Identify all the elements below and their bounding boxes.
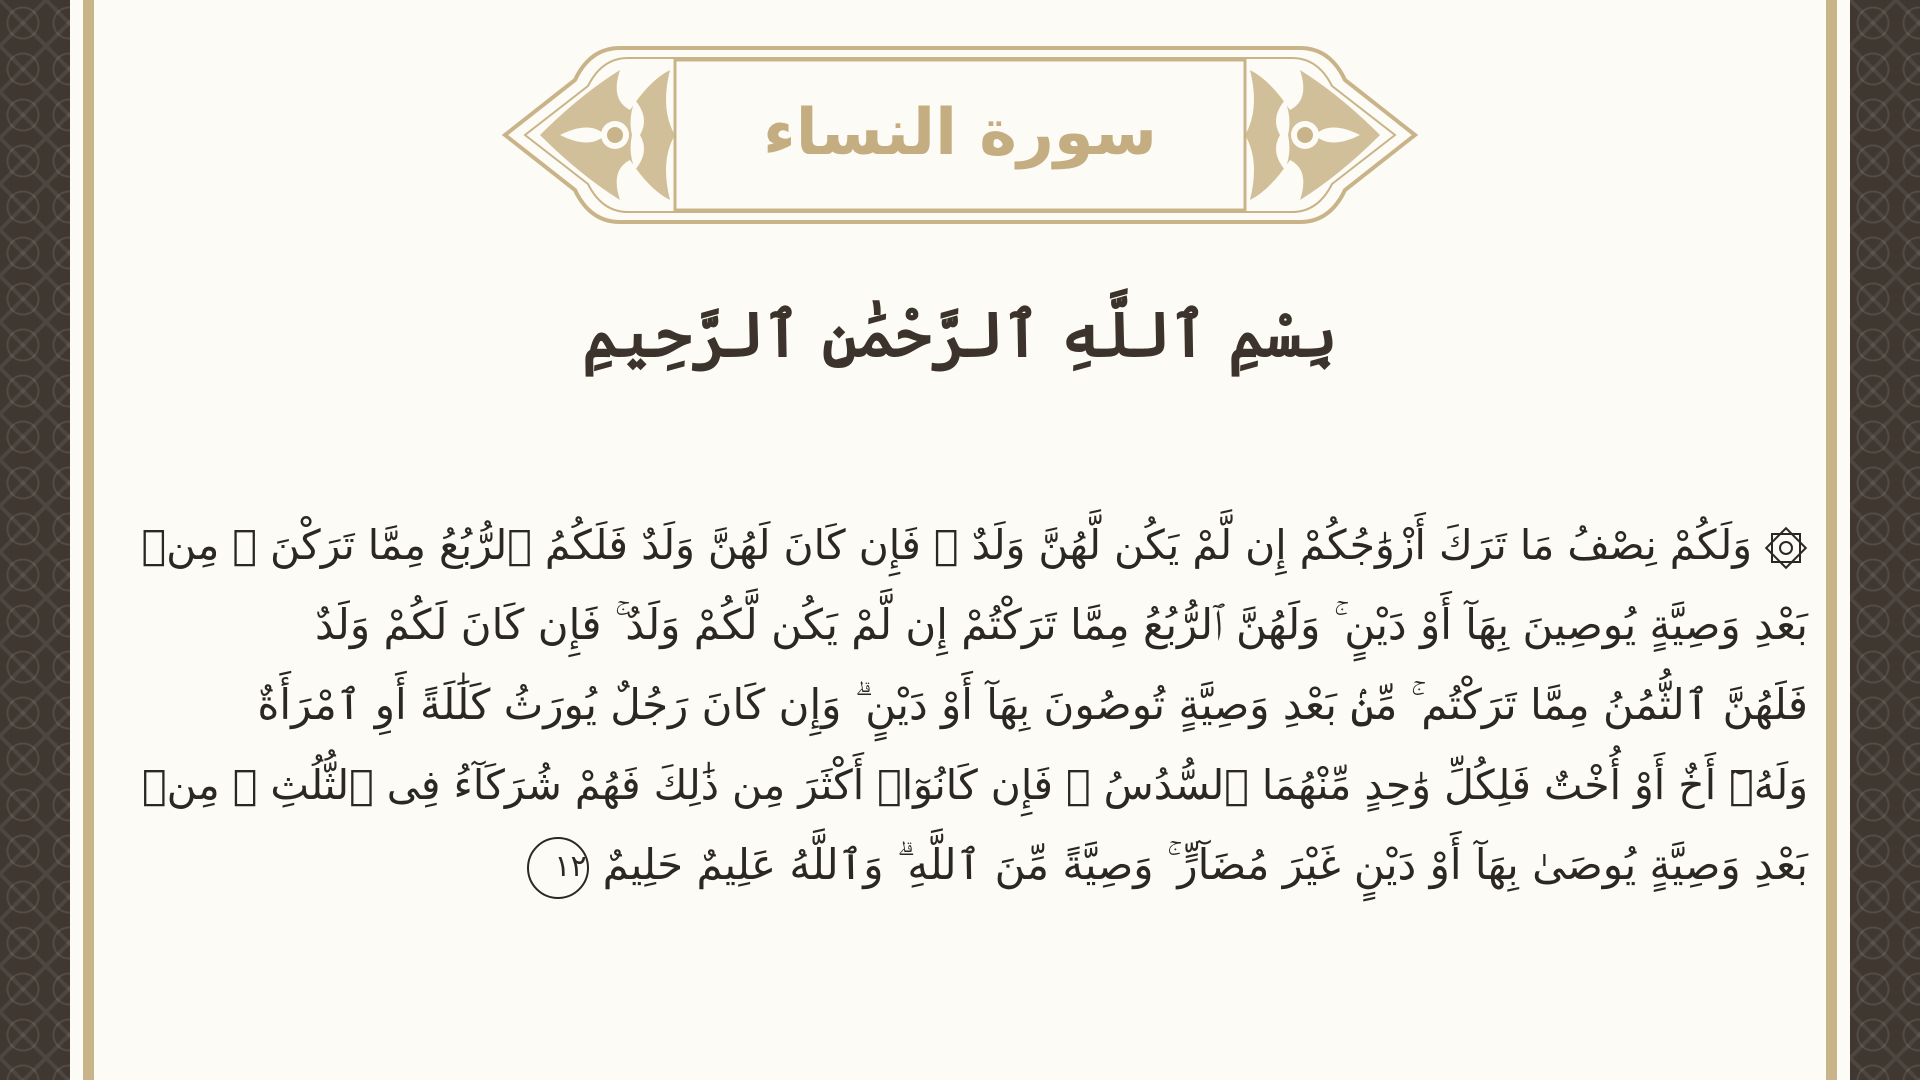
- left-decorative-border: [0, 0, 70, 1080]
- verse-line-3: فَلَهُنَّ ٱلثُّمُنُ مِمَّا تَرَكْتُم ۚ مِّنۢ بَعْدِ وَصِيَّةٍ تُوصُونَ بِهَآ أَوْ دَيْنٍ ۗ وَإِن كَانَ رَجُلٌ يُورَثُ كَلَٰلَةً أَوِ ٱمْرَأَةٌ: [257, 680, 1808, 729]
- basmala: بِسْمِ ٱللَّهِ ٱلرَّحْمَٰنِ ٱلرَّحِيمِ: [582, 298, 1338, 371]
- verse-line-1-text: وَلَكُمْ نِصْفُ مَا تَرَكَ أَزْوَٰجُكُمْ إِن لَّمْ يَكُن لَّهُنَّ وَلَدٌ ۚ فَإِن كَانَ لَهُنَّ وَلَدٌ فَلَكُمُ ٱلرُّبُعُ مِمَّا تَرَكْنَ ۚ مِنۢ: [141, 521, 1752, 569]
- surah-title-cartouche: [500, 40, 1420, 230]
- verse-line-1: [108, 505, 1808, 585]
- verse-text: [108, 505, 1808, 905]
- verse-line-4: وَلَهُۥٓ أَخٌ أَوْ أُخْتٌ فَلِكُلِّ وَٰحِدٍ مِّنْهُمَا ٱلسُّدُسُ ۚ فَإِن كَانُوٓا۟ أَكْثَرَ مِن ذَٰلِكَ فَهُمْ شُرَكَآءُ فِى ٱلثُّلُثِ ۚ مِنۢ: [141, 761, 1808, 809]
- ayah-number-marker: ١٢: [527, 837, 589, 899]
- left-gold-rule: [83, 0, 94, 1080]
- verse-line-2: بَعْدِ وَصِيَّةٍ يُوصِينَ بِهَآ أَوْ دَيْنٍ ۚ وَلَهُنَّ ٱلرُّبُعُ مِمَّا تَرَكْتُمْ إِن لَّمْ يَكُن لَّكُمْ وَلَدٌ ۚ فَإِن كَانَ لَكُمْ وَلَدٌ: [314, 600, 1808, 649]
- verse-line-5-text: بَعْدِ وَصِيَّةٍ يُوصَىٰ بِهَآ أَوْ دَيْنٍ غَيْرَ مُضَآرٍّ ۚ وَصِيَّةً مِّنَ ٱللَّهِ ۗ وَٱللَّهُ عَلِيمٌ حَلِيمٌ: [602, 840, 1808, 889]
- right-gold-rule: [1826, 0, 1837, 1080]
- verse-line-5: [108, 825, 1808, 905]
- right-decorative-border: [1850, 0, 1920, 1080]
- surah-title: سورة النساء: [763, 96, 1157, 170]
- rub-el-hizb-icon: [1764, 526, 1808, 570]
